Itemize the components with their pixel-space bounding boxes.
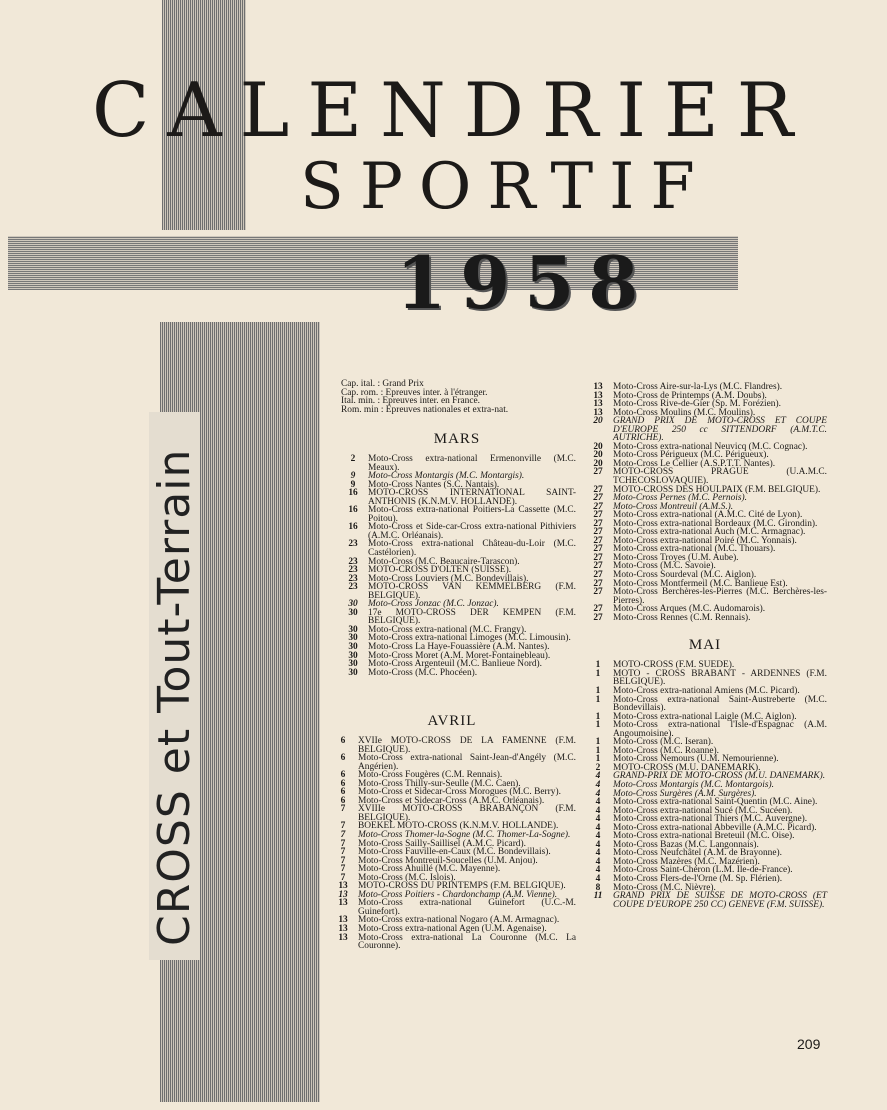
event-date: 27 [593, 570, 603, 581]
event-date: 30 [348, 659, 358, 670]
event-date: 13 [338, 898, 348, 909]
event-text: Moto-Cross Thomer-la-Sogne (M.C. Thomer-La-Sogne). [358, 830, 571, 841]
event-date: 16 [348, 488, 358, 499]
event-text: Moto-Cross Montreuil (A.M.S.). [613, 501, 734, 512]
event-date: 13 [338, 932, 348, 943]
event-row [583, 614, 827, 623]
event-text: Moto-Cross Fougères (C.M. Rennais). [358, 770, 503, 781]
event-date: 1 [595, 720, 601, 731]
event-text: MOTO-CROSS (M.U. DANEMARK). [613, 762, 761, 773]
event-date: 4 [595, 788, 601, 799]
event-date: 4 [595, 839, 601, 850]
event-date: 23 [348, 556, 358, 567]
event-date: 7 [340, 872, 346, 883]
event-text: GRAND PRIX DE MOTO-CROSS ET COUPE D'EUROPE 250 cc SITTENDORF (A.M.T.C. AUTRICHE). [613, 416, 827, 444]
event-date: 13 [593, 399, 603, 410]
event-date: 6 [340, 778, 346, 789]
column-mars [338, 422, 576, 677]
event-date: 1 [595, 745, 601, 756]
event-text: MOTO-CROSS (F.M. SUEDE). [613, 660, 735, 671]
event-date: 13 [593, 382, 603, 392]
event-text: Moto-Cross (M.C. Roanne). [613, 745, 719, 756]
event-text: XVIIe MOTO-CROSS DE LA FAMENNE (F.M. BELGIQUE). [358, 736, 576, 755]
event-text: Moto-Cross extra-national Abbeville (A.M.C. Picard). [613, 822, 817, 833]
event-text: XVIIIe MOTO-CROSS BRABANÇON (F.M. BELGIQUE). [358, 804, 576, 823]
event-text: Moto-Cross extra-national Poitiers-La Cassette (M.C. Poitou). [368, 505, 576, 524]
event-text: MOTO-CROSS DES HOULPAIX (F.M. BELGIQUE). [613, 484, 821, 495]
event-date: 7 [340, 821, 346, 832]
event-date: 6 [340, 736, 346, 746]
event-date: 4 [595, 805, 601, 816]
event-list-mai [583, 661, 827, 909]
event-list-mars [338, 455, 576, 677]
event-date: 16 [348, 522, 358, 533]
event-text: Moto-Cross Mazères (M.C. Mazérien). [613, 856, 760, 867]
legend-line: Cap. ital. : Grand Prix [341, 379, 424, 389]
event-text: Moto-Cross Aire-sur-la-Lys (M.C. Flandres). [613, 382, 783, 392]
page-number: 209 [797, 1036, 821, 1052]
event-date: 7 [340, 847, 346, 858]
event-text: Moto-Cross extra-national Saint-Jean-d'Angély (M.C. Angérien). [358, 753, 576, 772]
event-date: 2 [350, 454, 356, 464]
event-text: Moto-Cross Sourdeval (M.C. Aiglon). [613, 570, 757, 581]
event-text: Moto-Cross extra-national Guinefort (U.C.-M. Guinefort). [358, 898, 576, 917]
event-date: 11 [593, 891, 603, 902]
event-text: Moto-Cross Rennes (C.M. Rennais). [613, 612, 751, 623]
event-text: Moto-Cross Arques (M.C. Audomarois). [613, 604, 766, 615]
event-date: 27 [593, 544, 603, 555]
event-text: GRAND-PRIX DE MOTO-CROSS (M.U. DANEMARK). [613, 771, 826, 782]
legend-line: Cap. rom. : Epreuves inter. à l'étranger. [341, 387, 488, 398]
event-text: Moto-Cross Thilly-sur-Seulle (M.C. Caen). [358, 778, 521, 789]
event-date: 6 [340, 795, 346, 806]
event-date: 27 [593, 493, 603, 504]
event-date: 30 [348, 667, 358, 678]
event-text: Moto-Cross extra-national (M.C. Frangy). [368, 624, 527, 635]
event-date: 4 [595, 873, 601, 884]
event-text: Moto-Cross Périgueux (M.C. Périgueux). [613, 450, 769, 461]
event-date: 7 [340, 864, 346, 875]
month-heading-avril: AVRIL [427, 713, 477, 729]
event-date: 30 [348, 599, 358, 610]
event-text: 17e MOTO-CROSS DER KEMPEN (F.M. BELGIQUE). [368, 607, 576, 627]
event-date: 20 [593, 458, 603, 469]
event-row [583, 468, 827, 485]
event-row [583, 417, 827, 443]
event-text: Moto-Cross extra-national Château-du-Loir (M.C. Castélorien). [368, 539, 576, 559]
event-text: Moto-Cross Rive-de-Gier (Sp. M. Forézien). [613, 399, 781, 410]
event-date: 27 [593, 604, 603, 615]
event-date: 13 [338, 915, 348, 926]
legend [341, 380, 591, 415]
event-list-avril-suite [583, 383, 827, 622]
event-text: Moto-Cross Le Cellier (A.S.P.T.T. Nantes). [613, 458, 776, 469]
event-text: Moto-Cross extra-national Breteuil (M.C. Oise). [613, 831, 795, 842]
title-calendrier: CALENDRIER [92, 66, 812, 154]
event-text: BOEKEL MOTO-CROSS (K.N.M.V. HOLLANDE). [358, 821, 559, 832]
event-date: 23 [348, 573, 358, 584]
event-date: 23 [348, 582, 358, 593]
event-date: 30 [348, 624, 358, 635]
event-date: 30 [348, 650, 358, 661]
event-date: 27 [593, 467, 603, 478]
event-text: Moto-Cross Moulins (M.C. Moulins). [613, 407, 756, 418]
event-text: Moto-Cross Ahuillé (M.C. Mayenne). [358, 864, 501, 875]
event-text: Moto-Cross Berchères-les-Pierres (M.C. Berchères-les-Pierres). [613, 587, 827, 606]
event-text: Moto-Cross extra-national l'Isle-d'Espagnac (A.M. Angoumoisine). [613, 720, 827, 739]
event-date: 13 [593, 407, 603, 418]
event-date: 2 [595, 762, 601, 773]
event-date: 4 [595, 865, 601, 876]
event-date: 1 [595, 685, 601, 696]
title-year: 1958 [396, 240, 653, 325]
event-text: Moto-Cross extra-national La Couronne (M.C. La Couronne). [358, 932, 576, 952]
event-text: GRAND PRIX DE SUISSE DE MOTO-CROSS (ET COUPE D'EUROPE 250 CC) GENEVE (F.M. SUISSE). [613, 891, 827, 910]
event-date: 6 [340, 770, 346, 781]
event-text: Moto-Cross Bazas (M.C. Langonnais). [613, 839, 759, 850]
event-date: 4 [595, 814, 601, 825]
event-text: Moto-Cross (M.C. Nièvre). [613, 882, 716, 893]
event-date: 7 [340, 830, 346, 841]
event-text: Moto-Cross extra-national Agen (U.M. Agenaise). [358, 924, 547, 935]
event-date: 7 [340, 804, 346, 815]
event-text: Moto-Cross Surgères (A.M. Surgères). [613, 788, 757, 799]
month-heading-mars: MARS [433, 431, 481, 447]
event-date: 9 [350, 471, 356, 482]
event-list-avril [328, 737, 576, 951]
event-text: Moto-Cross (M.C. Savoie). [613, 561, 716, 572]
event-row [583, 670, 827, 687]
event-date: 23 [348, 565, 358, 576]
event-row [328, 754, 576, 771]
event-text: Moto-Cross Pernes (M.C. Pernois). [613, 493, 748, 504]
event-row [338, 609, 576, 626]
event-text: Moto-Cross Nantes (S.C. Nantais). [368, 479, 500, 490]
event-row [338, 523, 576, 540]
event-date: 23 [348, 539, 358, 550]
event-row [583, 588, 827, 605]
event-text: Moto-Cross Poitiers - Chardonchamp (A.M. Vienne). [358, 889, 558, 900]
event-text: Moto-Cross de Printemps (A.M. Doubs). [613, 390, 767, 401]
event-text: Moto-Cross Saint-Chéron (L.M. Ile-de-France). [613, 865, 793, 876]
event-date: 27 [593, 612, 603, 623]
event-date: 1 [595, 737, 601, 748]
event-date: 13 [593, 390, 603, 401]
event-text: Moto-Cross Nemours (U.M. Nemourienne). [613, 754, 779, 765]
event-text: MOTO - CROSS BRABANT - ARDENNES (F.M. BELGIQUE). [613, 668, 827, 688]
event-row [338, 506, 576, 523]
event-date: 9 [350, 479, 356, 490]
event-text: Moto-Cross (M.C. Iseran). [613, 737, 714, 748]
event-date: 4 [595, 771, 601, 782]
event-row [328, 934, 576, 951]
event-text: Moto-Cross extra-national Bordeaux (M.C. Girondin). [613, 518, 818, 529]
event-date: 6 [340, 787, 346, 798]
event-text: Moto-Cross (M.C. Islois). [358, 872, 456, 883]
event-date: 30 [348, 642, 358, 653]
event-date: 4 [595, 797, 601, 808]
event-date: 1 [595, 660, 601, 671]
event-text: Moto-Cross Louviers (M.C. Bondevillais). [368, 573, 529, 584]
event-text: Moto-Cross Flers-de-l'Orne (M. Sp. Flérien). [613, 873, 783, 884]
event-row [338, 583, 576, 600]
event-date: 13 [338, 881, 348, 892]
column-right [583, 383, 827, 909]
event-text: Moto-Cross Argenteuil (M.C. Banlieue Nord). [368, 659, 543, 670]
event-text: Moto-Cross Troyes (U.M. Aube). [613, 552, 739, 563]
event-date: 1 [595, 711, 601, 722]
event-date: 27 [593, 552, 603, 563]
event-date: 4 [595, 848, 601, 859]
event-text: Moto-Cross Sailly-Saillisel (A.M.C. Picard). [358, 838, 526, 849]
event-text: Moto-Cross Montargis (M.C. Montargis). [368, 471, 525, 482]
event-date: 7 [340, 838, 346, 849]
side-label: CROSS et Tout-Terrain [149, 412, 200, 960]
event-text: Moto-Cross Moret (A.M. Moret-Fontainebleau). [368, 650, 551, 661]
event-text: Moto-Cross extra-national Ermenonville (M.C. Meaux). [368, 454, 576, 473]
event-row [338, 669, 576, 678]
event-text: Moto-Cross (M.C. Beaucaire-Tarascon). [368, 556, 520, 567]
event-date: 13 [338, 924, 348, 935]
event-text: Moto-Cross extra-national Saint-Quentin (M.C. Aine). [613, 797, 818, 808]
event-text: Moto-Cross et Sidecar-Cross (A.M.C. Orléanais). [358, 795, 545, 806]
column-avril [328, 704, 576, 951]
event-row [328, 899, 576, 916]
event-date: 27 [593, 587, 603, 598]
event-date: 27 [593, 510, 603, 521]
event-text: Moto-Cross extra-national Auch (M.C. Armagnac). [613, 527, 806, 538]
event-date: 13 [338, 889, 348, 900]
event-row [583, 721, 827, 738]
event-text: Moto-Cross Jonzac (M.C. Jonzac). [368, 599, 499, 610]
event-date: 16 [348, 505, 358, 516]
event-text: Moto-Cross et Side-car-Cross extra-national Pithiviers (A.M.C. Orléanais). [368, 522, 576, 541]
event-row [583, 696, 827, 713]
event-row [338, 489, 576, 506]
event-date: 20 [593, 441, 603, 452]
event-date: 8 [595, 882, 601, 893]
event-text: Moto-Cross Neufchâtel (A.M. de Brayonne). [613, 848, 782, 859]
event-text: Moto-Cross extra-national Laigle (M.C. Aiglon). [613, 711, 797, 722]
event-date: 4 [595, 856, 601, 867]
event-text: Moto-Cross extra-national Poiré (M.C. Yonnais). [613, 535, 797, 546]
event-text: MOTO-CROSS DU PRINTEMPS (F.M. BELGIQUE). [358, 881, 566, 892]
event-date: 4 [595, 831, 601, 842]
event-date: 20 [593, 450, 603, 461]
event-text: Moto-Cross extra-national Sucé (M.C. Sucéen). [613, 805, 793, 816]
legend-line: Ital. min. : Epreuves inter. en France. [341, 396, 481, 407]
event-text: Moto-Cross extra-national Limoges (M.C. Limousin). [368, 633, 571, 644]
event-text: Moto-Cross et Sidecar-Cross Morogues (M.C. Berry). [358, 787, 561, 798]
event-row [583, 892, 827, 909]
event-row [328, 737, 576, 754]
event-text: Moto-Cross Fauville-en-Caux (M.C. Bondevillais). [358, 847, 551, 858]
event-text: Moto-Cross Montargis (M.C. Montargois). [613, 779, 774, 790]
event-text: Moto-Cross extra-national Thiers (M.C. Auvergne). [613, 814, 808, 825]
event-date: 27 [593, 501, 603, 512]
event-text: Moto-Cross extra-national Nogaro (A.M. Armagnac). [358, 915, 560, 926]
event-text: Moto-Cross Montfermeil (M.C. Banlieue Est). [613, 578, 788, 589]
event-date: 27 [593, 527, 603, 538]
event-text: Moto-Cross Montreuil-Soucelles (U.M. Anjou). [358, 855, 538, 866]
event-row [328, 805, 576, 822]
event-date: 4 [595, 822, 601, 833]
event-date: 27 [593, 561, 603, 572]
legend-line: Rom. min : Epreuves nationales et extra-nat. [341, 405, 509, 416]
event-date: 1 [595, 694, 601, 705]
event-text: Moto-Cross extra-national Amiens (M.C. Picard). [613, 685, 800, 696]
event-text: Moto-Cross extra-national (M.C. Thouars). [613, 544, 776, 555]
event-date: 27 [593, 484, 603, 495]
event-text: MOTO-CROSS D'OLTEN (SUISSE). [368, 565, 512, 576]
event-text: Moto-Cross extra-national Saint-Austreberte (M.C. Bondevillais). [613, 694, 827, 714]
event-date: 30 [348, 607, 358, 618]
month-heading-mai: MAI [688, 637, 722, 654]
event-row [338, 455, 576, 472]
event-date: 27 [593, 518, 603, 529]
event-date: 1 [595, 668, 601, 679]
event-date: 30 [348, 633, 358, 644]
event-date: 4 [595, 779, 601, 790]
event-text: Moto-Cross La Haye-Fouassière (A.M. Nantes). [368, 642, 550, 653]
event-text: Moto-Cross (M.C. Phocéen). [368, 667, 478, 678]
event-row [338, 540, 576, 557]
event-text: Moto-Cross extra-national Neuvicq (M.C. Cognac). [613, 441, 808, 452]
event-text: MOTO-CROSS PRAGUE (U.A.M.C. TCHECOSLOVAQUIE). [613, 467, 827, 487]
event-date: 27 [593, 578, 603, 589]
event-date: 1 [595, 754, 601, 765]
event-date: 20 [593, 416, 603, 427]
title-sportif: SPORTIF [300, 150, 711, 224]
event-date: 27 [593, 535, 603, 546]
event-text: MOTO-CROSS VAN KEMMELBERG (F.M. BELGIQUE). [368, 582, 576, 601]
event-date: 6 [340, 753, 346, 764]
event-date: 7 [340, 855, 346, 866]
event-text: MOTO-CROSS INTERNATIONAL SAINT-ANTHONIS (K.N.M.V. HOLLANDE). [368, 488, 576, 507]
event-text: Moto-Cross extra-national (A.M.C. Cité de Lyon). [613, 510, 803, 521]
